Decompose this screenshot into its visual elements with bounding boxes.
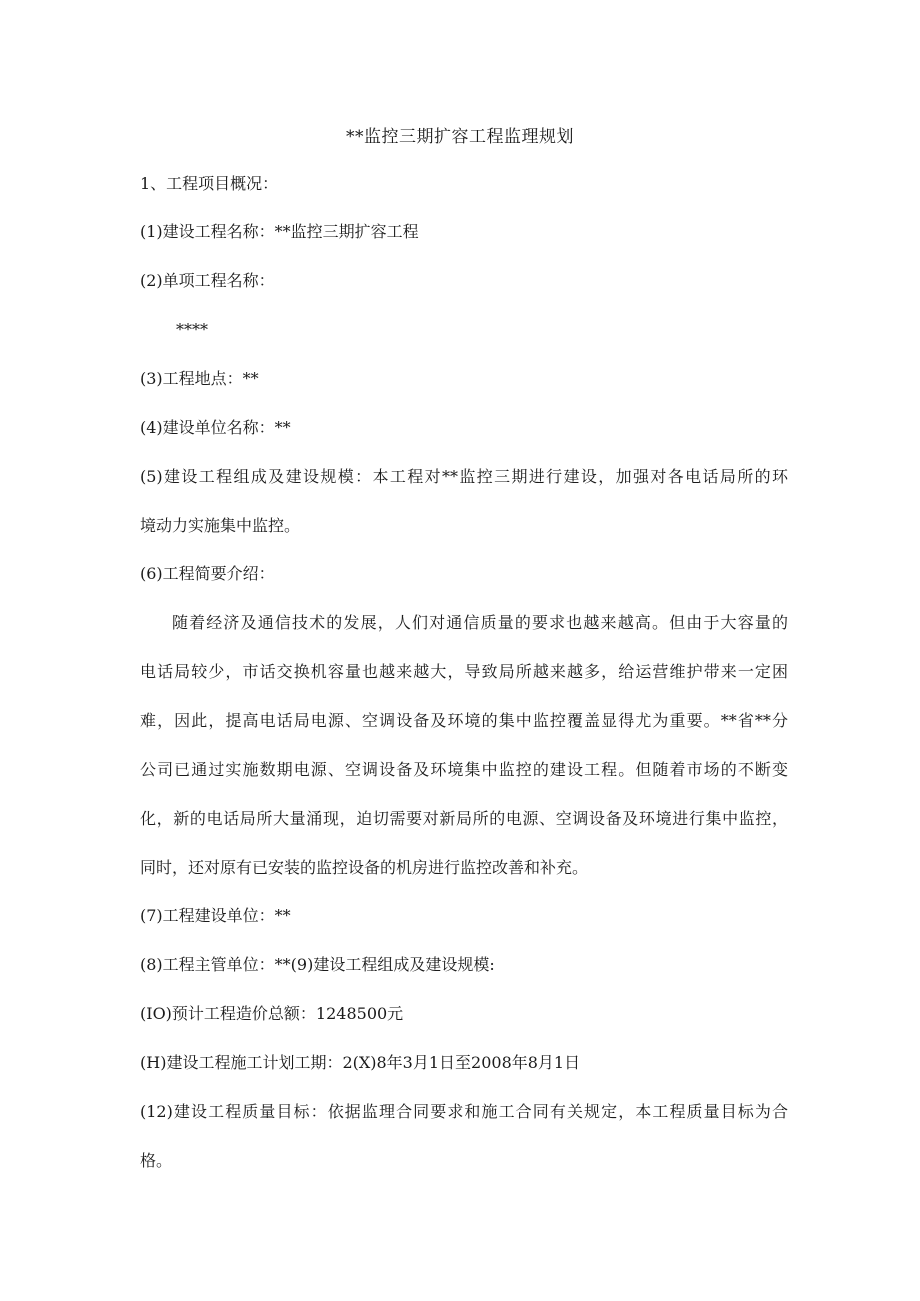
document-title: **监控三期扩容工程监理规划 [346, 127, 574, 147]
item-quality-paragraph [140, 1093, 788, 1179]
text-line: 难，因此，提高电话局电源、空调设备及环境的集中监控覆盖显得尤为重要。**省**分 [140, 711, 788, 730]
item-project-name: (1)建设工程名称：**监控三期扩容工程 [140, 222, 419, 241]
item-subproject-name: (2)单项工程名称： [140, 271, 275, 290]
item-intro-heading: (6)工程简要介绍： [140, 564, 275, 583]
text-line: 电话局较少，市话交换机容量也越来越大，导致局所越来越多，给运营维护带来一定困 [140, 662, 788, 681]
text-line: 格。 [140, 1151, 173, 1170]
text-line: (5)建设工程组成及建设规模：本工程对**监控三期进行建设，加强对各电话局所的环 [140, 467, 788, 486]
intro-paragraph [140, 604, 788, 886]
text-line: 同时，还对原有已安装的监控设备的机房进行监控改善和补充。 [140, 858, 589, 877]
item-location: (3)工程地点：** [140, 369, 259, 388]
item-budget: (IO)预计工程造价总额：1248500元 [140, 1004, 404, 1023]
item-supervisor-unit: (8)工程主管单位：**(9)建设工程组成及建设规模: [140, 955, 495, 974]
item-construction-unit: (7)工程建设单位：** [140, 906, 291, 925]
text-line: 公司已通过实施数期电源、空调设备及环境集中监控的建设工程。但随着市场的不断变 [140, 760, 788, 779]
section-heading: 1、工程项目概况： [140, 174, 279, 193]
item-subproject-value: **** [176, 320, 208, 339]
text-line: 随着经济及通信技术的发展，人们对通信质量的要求也越来越高。但由于大容量的 [172, 613, 788, 632]
text-line: (12)建设工程质量目标：依据监理合同要求和施工合同有关规定，本工程质量目标为合 [140, 1102, 788, 1121]
item-schedule: (H)建设工程施工计划工期：2(X)8年3月1日至2008年8月1日 [140, 1053, 581, 1072]
item-scale-paragraph [140, 458, 788, 544]
text-line: 境动力实施集中监控。 [140, 516, 301, 535]
item-owner: (4)建设单位名称：** [140, 418, 291, 437]
text-line: 化，新的电话局所大量涌现，迫切需要对新局所的电源、空调设备及环境进行集中监控， [140, 809, 788, 828]
